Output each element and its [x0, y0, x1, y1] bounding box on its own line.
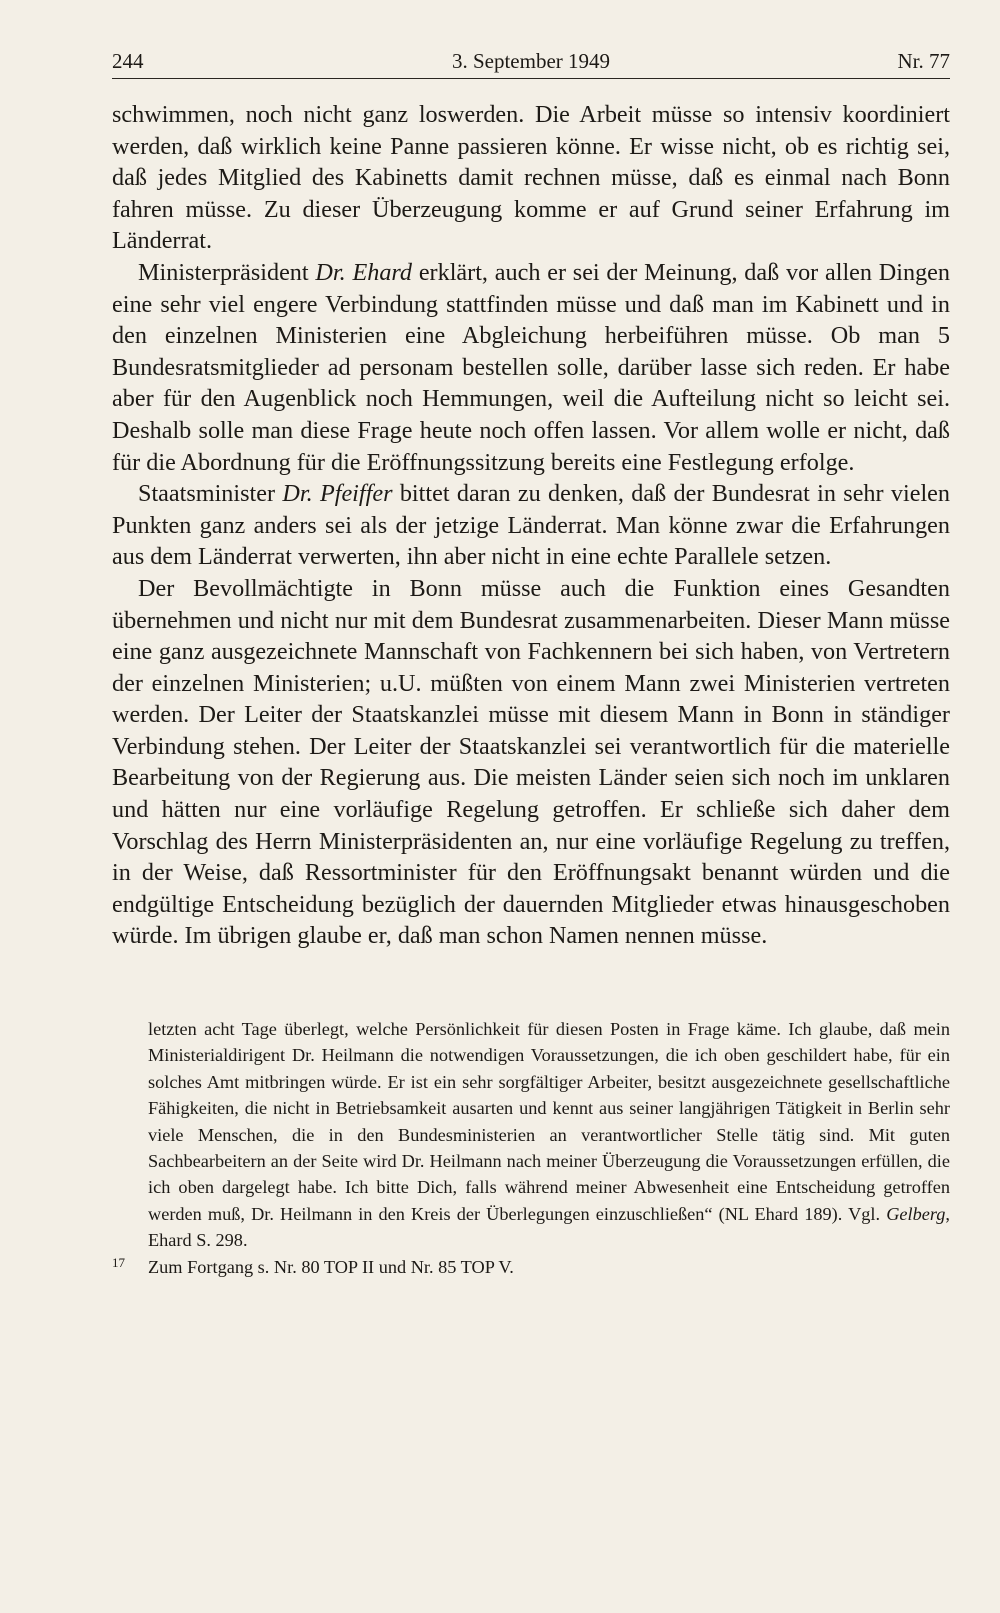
speaker-name-pfeiffer: Dr. Pfeiffer — [282, 480, 393, 508]
main-text — [112, 99, 950, 952]
page-number: 244 — [112, 49, 144, 73]
paragraph-3-lead: Staatsminister — [138, 480, 283, 508]
paragraph-1: schwimmen, noch nicht ganz loswerden. Die Arbeit müsse so intensiv koordiniert werden, daß wirklich keine Panne passieren könne. Er wisse nicht, ob es richtig sei, daß jedes Mitglied des Kabinetts damit rechnen müsse, daß es einmal nach Bonn fahren müsse. Zu dieser Überzeugung komme er auf Grund seiner Erfahrung im Länderrat. — [112, 101, 950, 255]
paragraph-2-text: erklärt, auch er sei der Meinung, daß vor allen Dingen eine sehr viel engere Verbindung stattfinden müsse und daß man im Kabinett und in den einzelnen Ministerien eine Abgleichung herbeiführen müsse. Ob man 5 Bundesratsmitglieder ad personam bestellen solle, darüber lasse sich reden. Er habe aber für den Augenblick noch Hemmungen, weil die Aufteilung nicht so leicht sei. Deshalb solle man diese Frage heute noch offen lassen. Vor allem wolle er nicht, daß für die Abordnung für die Eröffnungssitzung bereits eine Festlegung erfolge. — [112, 258, 951, 476]
paragraph-3 — [112, 478, 950, 573]
footnote-17-text: Zum Fortgang s. Nr. 80 TOP II und Nr. 85 TOP V. — [148, 1256, 514, 1277]
paragraph-3-text: bittet daran zu denken, daß der Bundesrat in sehr vielen Punkten ganz anders sei als der jetzige Länderrat. Man könne zwar die Erfahrungen aus dem Länderrat verwerten, ihn aber nicht in eine echte Parallele setzen. — [112, 480, 951, 571]
book-page — [112, 44, 950, 1280]
paragraph-2-lead: Ministerpräsident — [138, 258, 316, 286]
footnote-citation-author: Gelberg — [886, 1203, 946, 1224]
speaker-name-ehard: Dr. Ehard — [315, 258, 413, 286]
footnote-marker: 17 — [112, 1254, 125, 1270]
footnote-continued-end: , Ehard S. 298. — [148, 1203, 950, 1251]
footnotes — [112, 1016, 950, 1280]
paragraph-2 — [112, 257, 950, 478]
footnote-continued — [112, 1016, 950, 1254]
header-document-number: Nr. 77 — [897, 49, 950, 73]
footnote-continued-text: letzten acht Tage überlegt, welche Persönlichkeit für diesen Posten in Frage käme. Ich glaube, daß mein Ministerialdirigent Dr. Heilmann die notwendigen Voraussetzungen, die ich oben geschildert habe, für ein solches Amt mitbringen würde. Er ist ein sehr sorgfältiger Arbeiter, besitzt ausgezeichnete gesellschaftliche Fähigkeiten, die nicht in Betriebsamkeit ausarten und kennt aus seiner langjährigen Tätigkeit in Berlin sehr viele Menschen, die in den Bundesministerien an verantwortlicher Stelle tätig sind. Mit guten Sachbearbeitern an der Seite wird Dr. Heilmann nach meiner Überzeugung die Voraussetzungen erfüllen, die ich oben dargelegt habe. Ich bitte Dich, falls während meiner Abwesenheit eine Entscheidung getroffen werden muß, Dr. Heilmann in den Kreis der Überlegungen einzuschließen“ (NL Ehard 189). Vgl. — [148, 1019, 950, 1224]
header-date: 3. September 1949 — [451, 49, 611, 73]
paragraph-4: Der Bevollmächtigte in Bonn müsse auch die Funktion eines Gesandten übernehmen und nicht nur mit dem Bundesrat zusammenarbeiten. Dieser Mann müsse eine ganz ausgezeichnete Mannschaft von Fachkennern bei sich haben, von Vertretern der einzelnen Ministerien; u.U. müßten von einem Mann zwei Ministerien vertreten werden. Der Leiter der Staatskanzlei müsse mit diesem Mann in Bonn in ständiger Verbindung stehen. Der Leiter der Staatskanzlei sei verantwortlich für die materielle Bearbeitung von der Regierung aus. Die meisten Länder seien sich noch im unklaren und hätten nur eine vorläufige Regelung getroffen. Er schließe sich daher dem Vorschlag des Herrn Ministerpräsidenten an, nur eine vorläufige Regelung zu treffen, in der Weise, daß Ressortminister für den Eröffnungsakt benannt würden und die endgültige Entscheidung bezüglich der dauernden Mitglieder etwas hinausgeschoben würde. Im übrigen glaube er, daß man schon Namen nennen müsse. — [112, 574, 950, 950]
footnote-17 — [112, 1254, 950, 1280]
running-head — [112, 44, 950, 79]
